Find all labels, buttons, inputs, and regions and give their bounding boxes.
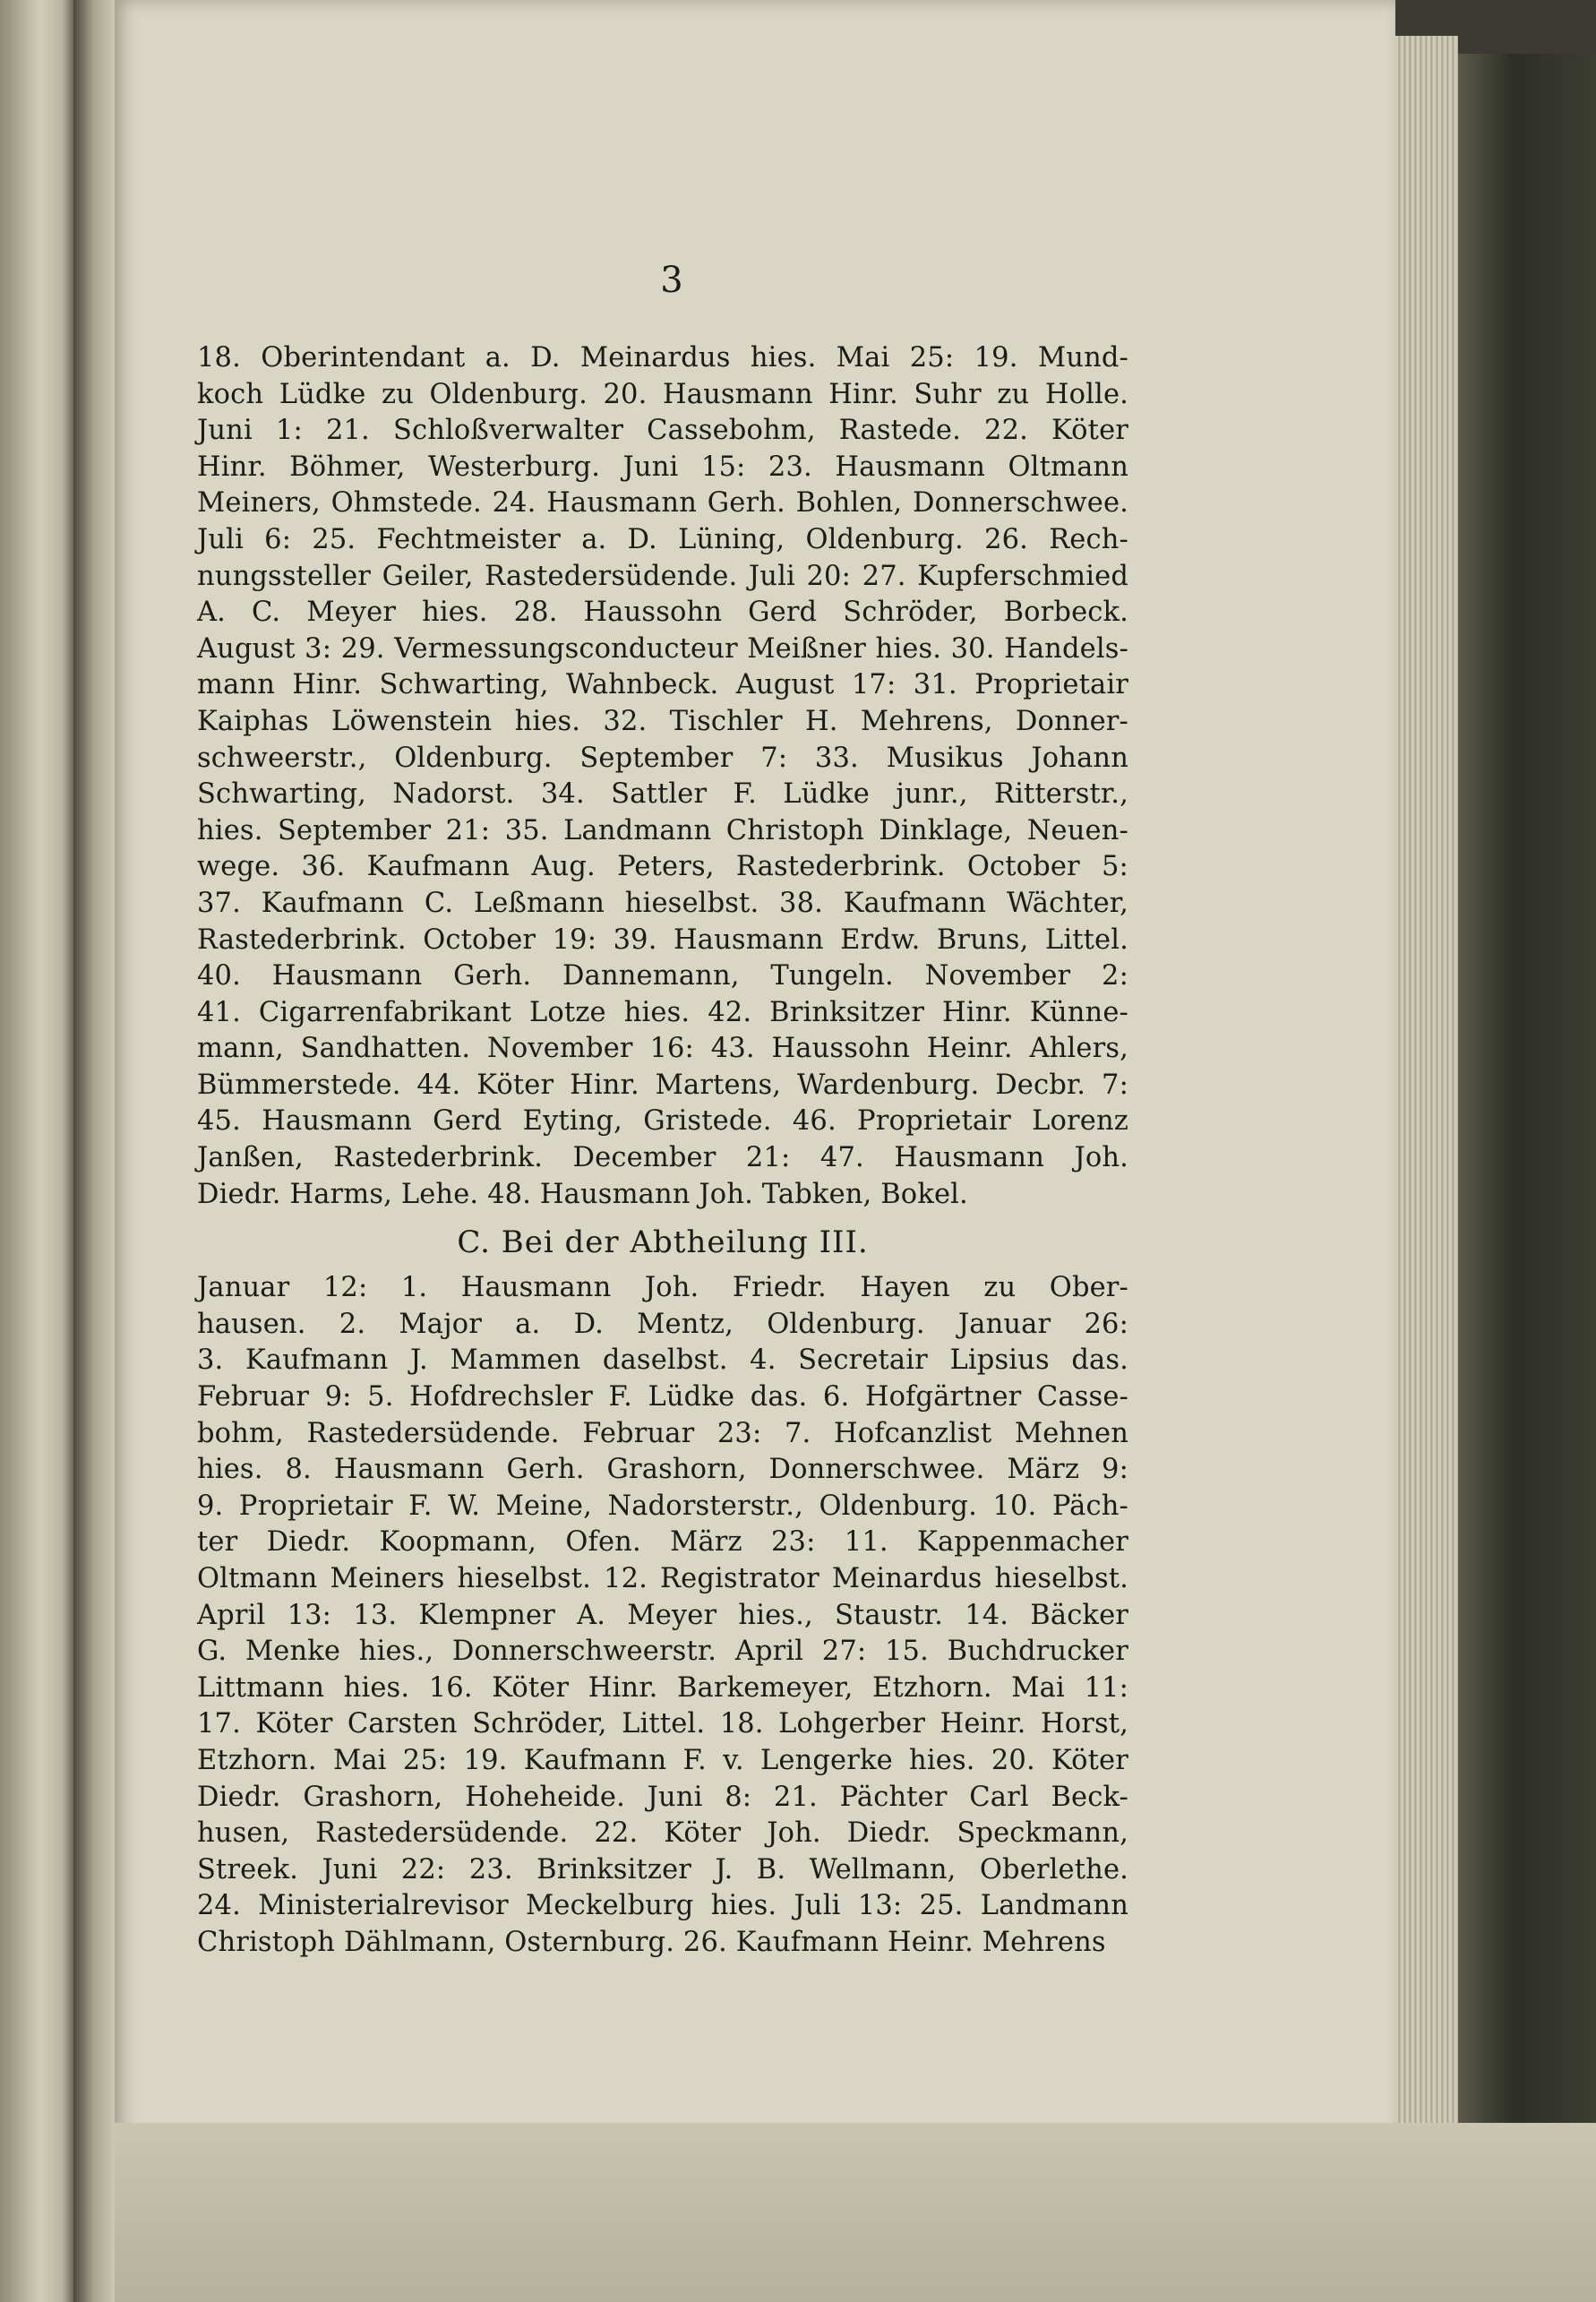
text-line: April 13: 13. Klempner A. Meyer hies., Staustr. 14. Bäcker [197, 1599, 1128, 1631]
text-line: mann Hinr. Schwarting, Wahnbeck. August 17: 31. Proprietair [197, 669, 1128, 701]
text-line: ter Diedr. Koopmann, Ofen. März 23: 11. Kappenmacher [197, 1526, 1128, 1559]
page-stack-edges [1395, 36, 1458, 2123]
text-line: Hinr. Böhmer, Westerburg. Juni 15: 23. Hausmann Oltmann [197, 451, 1128, 483]
text-line: 40. Hausmann Gerh. Dannemann, Tungeln. November 2: [197, 960, 1128, 992]
text-line: schweerstr., Oldenburg. September 7: 33. Musikus Johann [197, 742, 1128, 774]
text-line: Juni 1: 21. Schloßverwalter Cassebohm, Rastede. 22. Köter [197, 415, 1128, 447]
text-line: Bümmerstede. 44. Köter Hinr. Martens, Wardenburg. Decbr. 7: [197, 1069, 1128, 1101]
page-bottom-margin [115, 2123, 1596, 2302]
text-line: Schwarting, Nadorst. 34. Sattler F. Lüdke junr., Ritterstr., [197, 778, 1128, 811]
text-line: 18. Oberintendant a. D. Meinardus hies. Mai 25: 19. Mund- [197, 342, 1128, 374]
text-line: Littmann hies. 16. Köter Hinr. Barkemeyer, Etzhorn. Mai 11: [197, 1671, 1128, 1704]
book-cover-edge [1458, 54, 1596, 2168]
text-line: hausen. 2. Major a. D. Mentz, Oldenburg. Januar 26: [197, 1308, 1128, 1340]
text-line: Diedr. Grashorn, Hoheheide. Juni 8: 21. Pächter Carl Beck- [197, 1781, 1128, 1813]
text-line: hies. September 21: 35. Landmann Christoph Dinklage, Neuen- [197, 814, 1128, 846]
text-line: koch Lüdke zu Oldenburg. 20. Hausmann Hinr. Suhr zu Holle. [197, 378, 1128, 410]
text-line: 45. Hausmann Gerd Eyting, Gristede. 46. Proprietair Lorenz [197, 1105, 1128, 1138]
text-line: Juli 6: 25. Fechtmeister a. D. Lüning, Oldenburg. 26. Rech- [197, 523, 1128, 555]
text-line: 24. Ministerialrevisor Meckelburg hies. Juli 13: 25. Landmann [197, 1890, 1128, 1922]
text-line: mann, Sandhatten. November 16: 43. Haussohn Heinr. Ahlers, [197, 1033, 1128, 1065]
text-line: G. Menke hies., Donnerschweerstr. April 27: 15. Buchdrucker [197, 1636, 1128, 1668]
text-line: Janßen, Rastederbrink. December 21: 47. Hausmann Joh. [197, 1142, 1128, 1174]
text-line: Januar 12: 1. Hausmann Joh. Friedr. Hayen zu Ober- [197, 1272, 1128, 1304]
section-c-paragraph [197, 1270, 1128, 1961]
page-number: 3 [660, 260, 683, 301]
book-gutter [73, 0, 115, 2302]
text-line: hies. 8. Hausmann Gerh. Grashorn, Donnerschwee. März 9: [197, 1454, 1128, 1486]
text-line: Februar 9: 5. Hofdrechsler F. Lüdke das. 6. Hofgärtner Casse- [197, 1381, 1128, 1413]
text-line: Kaiphas Löwenstein hies. 32. Tischler H. Mehrens, Donner- [197, 705, 1128, 737]
text-line: August 3: 29. Vermessungsconducteur Meißner hies. 30. Handels- [197, 632, 1128, 665]
text-line: 3. Kaufmann J. Mammen daselbst. 4. Secretair Lipsius das. [197, 1344, 1128, 1377]
text-line: 17. Köter Carsten Schröder, Littel. 18. Lohgerber Heinr. Horst, [197, 1708, 1128, 1740]
section-c-heading: C. Bei der Abtheilung III. [457, 1224, 869, 1261]
left-page-edge [0, 0, 73, 2302]
text-line: husen, Rastedersüdende. 22. Köter Joh. Diedr. Speckmann, [197, 1817, 1128, 1850]
text-line: wege. 36. Kaufmann Aug. Peters, Rastederbrink. October 5: [197, 851, 1128, 883]
text-line: 37. Kaufmann C. Leßmann hieselbst. 38. Kaufmann Wächter, [197, 887, 1128, 919]
text-line: Rastederbrink. October 19: 39. Hausmann Erdw. Bruns, Littel. [197, 923, 1128, 956]
text-line: 41. Cigarrenfabrikant Lotze hies. 42. Brinksitzer Hinr. Künne- [197, 996, 1128, 1028]
page-text [197, 340, 1128, 1962]
text-line: A. C. Meyer hies. 28. Haussohn Gerd Schröder, Borbeck. [197, 597, 1128, 629]
section-b-paragraph [197, 340, 1128, 1213]
text-line: Streek. Juni 22: 23. Brinksitzer J. B. Wellmann, Oberlethe. [197, 1853, 1128, 1885]
text-line: Christoph Dählmann, Osternburg. 26. Kaufmann Heinr. Mehrens [197, 1926, 1106, 1958]
text-line: Meiners, Ohmstede. 24. Hausmann Gerh. Bohlen, Donnerschwee. [197, 487, 1128, 520]
text-line: nungssteller Geiler, Rastedersüdende. Juli 20: 27. Kupferschmied [197, 560, 1128, 592]
text-line: Diedr. Harms, Lehe. 48. Hausmann Joh. Tabken, Bokel. [197, 1178, 968, 1210]
text-line: Oltmann Meiners hieselbst. 12. Registrator Meinardus hieselbst. [197, 1563, 1128, 1594]
text-line: 9. Proprietair F. W. Meine, Nadorsterstr., Oldenburg. 10. Päch- [197, 1490, 1128, 1522]
text-line: Etzhorn. Mai 25: 19. Kaufmann F. v. Lengerke hies. 20. Köter [197, 1744, 1128, 1776]
text-line: bohm, Rastedersüdende. Februar 23: 7. Hofcanzlist Mehnen [197, 1417, 1128, 1449]
